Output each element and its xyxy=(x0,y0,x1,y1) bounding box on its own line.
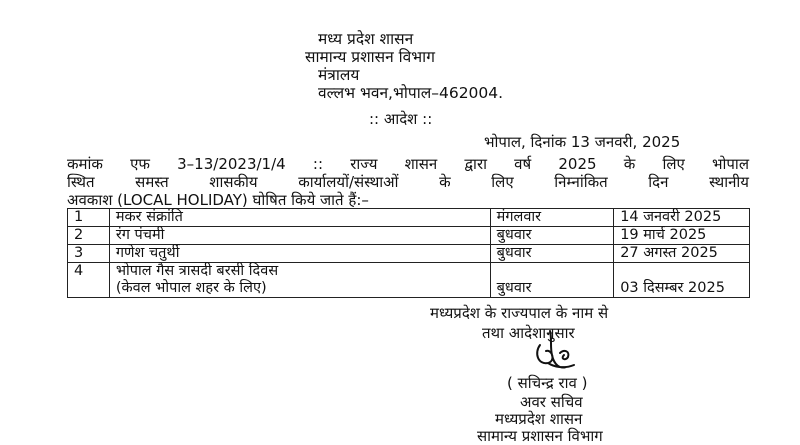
holiday-name: गणेश चतुर्थी xyxy=(109,245,490,263)
holiday-name-cell xyxy=(109,263,490,298)
table-row xyxy=(68,209,750,227)
order-title: :: आदेश :: xyxy=(369,110,433,128)
table-row xyxy=(68,227,750,245)
order-body-line-3: अवकाश (LOCAL HOLIDAY) घोषित किये जाते हैं:– xyxy=(67,191,369,209)
signatory-office-1: मध्यप्रदेश शासन xyxy=(495,410,583,428)
holiday-name: रंग पंचमी xyxy=(109,227,490,245)
holiday-name-note: (केवल भोपाल शहर के लिए) xyxy=(115,280,267,296)
holiday-day: बुधवार xyxy=(490,263,614,298)
closing-line-2: तथा आदेशानुसार xyxy=(482,324,575,342)
order-body-line-2: स्थित समस्त शासकीय कार्यालयों/संस्थाओं के लिए निम्नांकित दिन स्थानीय xyxy=(67,173,749,191)
letterhead-department: सामान्य प्रशासन विभाग xyxy=(305,48,435,66)
holiday-date: 03 दिसम्बर 2025 xyxy=(614,263,750,298)
holiday-table xyxy=(67,208,750,298)
holiday-date: 27 अगस्त 2025 xyxy=(614,245,750,263)
signatory-name: ( सचिन्द्र राव ) xyxy=(507,374,588,392)
serial-number: 1 xyxy=(68,209,110,227)
order-body-line-1: कमांक एफ 3–13/2023/1/4 :: राज्य शासन द्वारा वर्ष 2025 के लिए भोपाल xyxy=(67,155,749,173)
signatory-designation: अवर सचिव xyxy=(520,393,583,411)
serial-number: 3 xyxy=(68,245,110,263)
signatory-office-2: सामान्य प्रशासन विभाग xyxy=(477,427,603,445)
holiday-day: बुधवार xyxy=(490,245,614,263)
place-date: भोपाल, दिनांक 13 जनवरी, 2025 xyxy=(484,133,681,151)
holiday-date: 19 मार्च 2025 xyxy=(614,227,750,245)
table-row xyxy=(68,263,750,298)
holiday-day: बुधवार xyxy=(490,227,614,245)
letterhead-address: वल्लभ भवन,भोपाल–462004. xyxy=(318,84,504,102)
holiday-day: मंगलवार xyxy=(490,209,614,227)
table-row xyxy=(68,245,750,263)
serial-number: 2 xyxy=(68,227,110,245)
letterhead-ministry: मंत्रालय xyxy=(318,66,360,84)
closing-line-1: मध्यप्रदेश के राज्यपाल के नाम से xyxy=(430,304,609,322)
holiday-name: भोपाल गैस त्रासदी बरसी दिवस xyxy=(115,263,279,279)
handwritten-signature xyxy=(530,325,590,375)
holiday-name: मकर संक्रांति xyxy=(109,209,490,227)
letterhead-government: मध्य प्रदेश शासन xyxy=(318,30,414,48)
holiday-date: 14 जनवरी 2025 xyxy=(614,209,750,227)
serial-number: 4 xyxy=(68,263,110,298)
